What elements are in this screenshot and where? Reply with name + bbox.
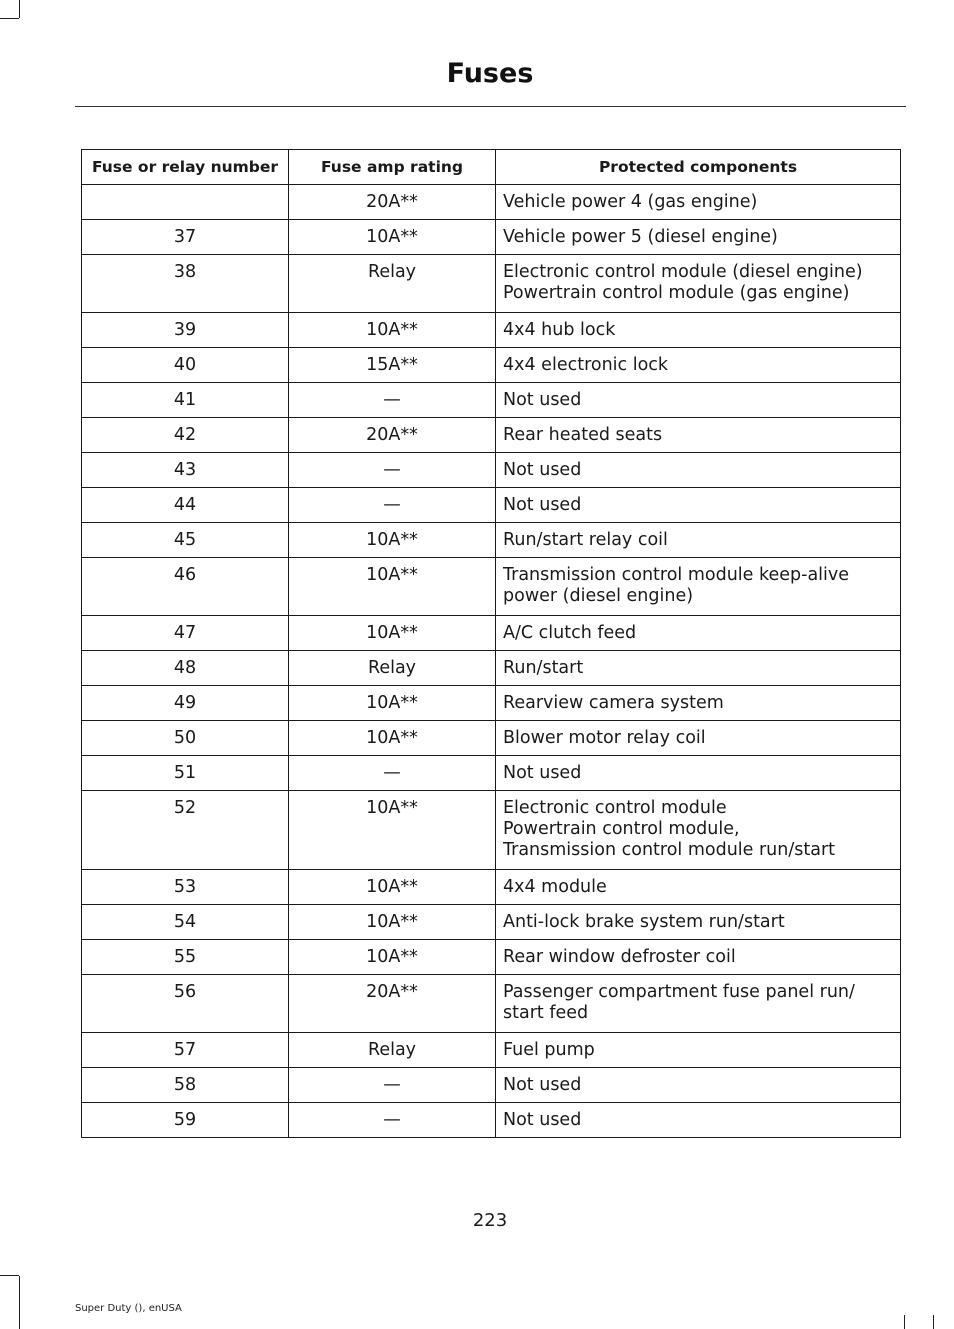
fuse-number-cell: 44 <box>82 488 289 523</box>
protected-components-cell <box>496 185 901 220</box>
header-protected-components: Protected components <box>496 150 901 185</box>
amp-rating-cell: Relay <box>289 651 496 686</box>
table-row <box>82 255 901 313</box>
component-line: Powertrain control module (gas engine) <box>503 283 850 303</box>
protected-components-cell <box>496 940 901 975</box>
title-divider <box>75 106 906 107</box>
component-line: 4x4 module <box>503 877 607 897</box>
protected-components-cell <box>496 616 901 651</box>
fuse-number-cell: 41 <box>82 383 289 418</box>
amp-rating-cell: 10A** <box>289 721 496 756</box>
fuse-number-cell: 48 <box>82 651 289 686</box>
amp-rating-cell: 10A** <box>289 313 496 348</box>
table-row <box>82 905 901 940</box>
fuse-number-cell: 58 <box>82 1068 289 1103</box>
amp-rating-cell: — <box>289 756 496 791</box>
footer-text: Super Duty (), enUSA <box>75 1303 182 1314</box>
protected-components-cell <box>496 488 901 523</box>
fuse-number-cell: 37 <box>82 220 289 255</box>
component-line: Electronic control module (diesel engine) <box>503 262 863 282</box>
component-line: Vehicle power 4 (gas engine) <box>503 192 758 212</box>
component-line: 4x4 electronic lock <box>503 355 669 375</box>
fuse-number-cell: 38 <box>82 255 289 313</box>
fuse-number-cell: 57 <box>82 1033 289 1068</box>
table-row <box>82 1103 901 1138</box>
component-line: Not used <box>503 495 582 515</box>
page-title: Fuses <box>446 58 534 89</box>
component-line: Transmission control module run/start <box>503 840 836 860</box>
table-row <box>82 1068 901 1103</box>
crop-mark <box>0 1275 19 1276</box>
table-row <box>82 383 901 418</box>
table-row <box>82 686 901 721</box>
crop-mark <box>0 18 19 19</box>
amp-rating-cell: 20A** <box>289 185 496 220</box>
protected-components-cell <box>496 348 901 383</box>
amp-rating-cell: 10A** <box>289 791 496 870</box>
table-row <box>82 488 901 523</box>
amp-rating-cell: 15A** <box>289 348 496 383</box>
protected-components-cell <box>496 870 901 905</box>
amp-rating-cell: — <box>289 1103 496 1138</box>
table-row <box>82 791 901 870</box>
protected-components-cell <box>496 453 901 488</box>
amp-rating-cell: 10A** <box>289 220 496 255</box>
protected-components-cell <box>496 1068 901 1103</box>
table-row <box>82 453 901 488</box>
table-row <box>82 418 901 453</box>
protected-components-cell <box>496 686 901 721</box>
component-line: 4x4 hub lock <box>503 320 616 340</box>
component-line: Not used <box>503 460 582 480</box>
protected-components-cell <box>496 791 901 870</box>
fuse-number-cell: 55 <box>82 940 289 975</box>
amp-rating-cell: — <box>289 453 496 488</box>
protected-components-cell <box>496 418 901 453</box>
amp-rating-cell: — <box>289 1068 496 1103</box>
table-row <box>82 756 901 791</box>
table-row <box>82 220 901 255</box>
protected-components-cell <box>496 255 901 313</box>
crop-mark <box>19 0 20 18</box>
component-line: Blower motor relay coil <box>503 728 706 748</box>
table-row <box>82 523 901 558</box>
fuse-number-cell: 54 <box>82 905 289 940</box>
protected-components-cell <box>496 313 901 348</box>
amp-rating-cell: — <box>289 383 496 418</box>
component-line: Rear heated seats <box>503 425 663 445</box>
component-line: Fuel pump <box>503 1040 595 1060</box>
page-number: 223 <box>472 1210 508 1231</box>
component-line: Run/start relay coil <box>503 530 668 550</box>
table-row <box>82 313 901 348</box>
fuse-number-cell: 50 <box>82 721 289 756</box>
component-line: start feed <box>503 1003 589 1023</box>
amp-rating-cell: 10A** <box>289 940 496 975</box>
table-row <box>82 870 901 905</box>
fuse-number-cell: 45 <box>82 523 289 558</box>
protected-components-cell <box>496 1033 901 1068</box>
protected-components-cell <box>496 721 901 756</box>
amp-rating-cell: Relay <box>289 1033 496 1068</box>
table-row <box>82 1033 901 1068</box>
component-line: Anti-lock brake system run/start <box>503 912 785 932</box>
table-header-row <box>82 150 901 185</box>
fuse-number-cell: 51 <box>82 756 289 791</box>
amp-rating-cell: 10A** <box>289 905 496 940</box>
crop-mark <box>933 1315 934 1329</box>
fuse-number-cell: 46 <box>82 558 289 616</box>
component-line: Electronic control module <box>503 798 727 818</box>
amp-rating-cell: Relay <box>289 255 496 313</box>
component-line: Not used <box>503 390 582 410</box>
table-row <box>82 940 901 975</box>
amp-rating-cell: — <box>289 488 496 523</box>
protected-components-cell <box>496 756 901 791</box>
table-row <box>82 348 901 383</box>
amp-rating-cell: 20A** <box>289 975 496 1033</box>
component-line: Passenger compartment fuse panel run/ <box>503 982 855 1002</box>
table-row <box>82 616 901 651</box>
fuse-number-cell: 53 <box>82 870 289 905</box>
component-line: Rear window defroster coil <box>503 947 736 967</box>
component-line: Not used <box>503 763 582 783</box>
component-line: Run/start <box>503 658 584 678</box>
protected-components-cell <box>496 558 901 616</box>
amp-rating-cell: 10A** <box>289 523 496 558</box>
fuse-number-cell: 39 <box>82 313 289 348</box>
header-fuse-number: Fuse or relay number <box>82 150 289 185</box>
crop-mark <box>19 1276 20 1329</box>
protected-components-cell <box>496 220 901 255</box>
protected-components-cell <box>496 975 901 1033</box>
component-line: Vehicle power 5 (diesel engine) <box>503 227 778 247</box>
fuse-number-cell: 47 <box>82 616 289 651</box>
protected-components-cell <box>496 651 901 686</box>
component-line: Transmission control module keep-alive <box>503 565 850 585</box>
table-row <box>82 721 901 756</box>
protected-components-cell <box>496 383 901 418</box>
amp-rating-cell: 10A** <box>289 870 496 905</box>
table-row <box>82 185 901 220</box>
fuse-number-cell: 52 <box>82 791 289 870</box>
fuse-number-cell: 49 <box>82 686 289 721</box>
fuse-number-cell: 40 <box>82 348 289 383</box>
fuse-number-cell: 59 <box>82 1103 289 1138</box>
protected-components-cell <box>496 905 901 940</box>
table-row <box>82 558 901 616</box>
fuse-number-cell: 43 <box>82 453 289 488</box>
amp-rating-cell: 10A** <box>289 686 496 721</box>
crop-mark <box>904 1315 905 1329</box>
fuse-number-cell: 56 <box>82 975 289 1033</box>
fuse-table <box>81 149 901 1138</box>
protected-components-cell <box>496 523 901 558</box>
table-row <box>82 975 901 1033</box>
amp-rating-cell: 10A** <box>289 558 496 616</box>
component-line: A/C clutch feed <box>503 623 637 643</box>
component-line: power (diesel engine) <box>503 586 694 606</box>
component-line: Not used <box>503 1110 582 1130</box>
protected-components-cell <box>496 1103 901 1138</box>
table-row <box>82 651 901 686</box>
component-line: Powertrain control module, <box>503 819 740 839</box>
amp-rating-cell: 10A** <box>289 616 496 651</box>
fuse-number-cell <box>82 185 289 220</box>
fuse-number-cell: 42 <box>82 418 289 453</box>
component-line: Rearview camera system <box>503 693 724 713</box>
header-amp-rating: Fuse amp rating <box>289 150 496 185</box>
table-body <box>82 185 901 1138</box>
component-line: Not used <box>503 1075 582 1095</box>
amp-rating-cell: 20A** <box>289 418 496 453</box>
